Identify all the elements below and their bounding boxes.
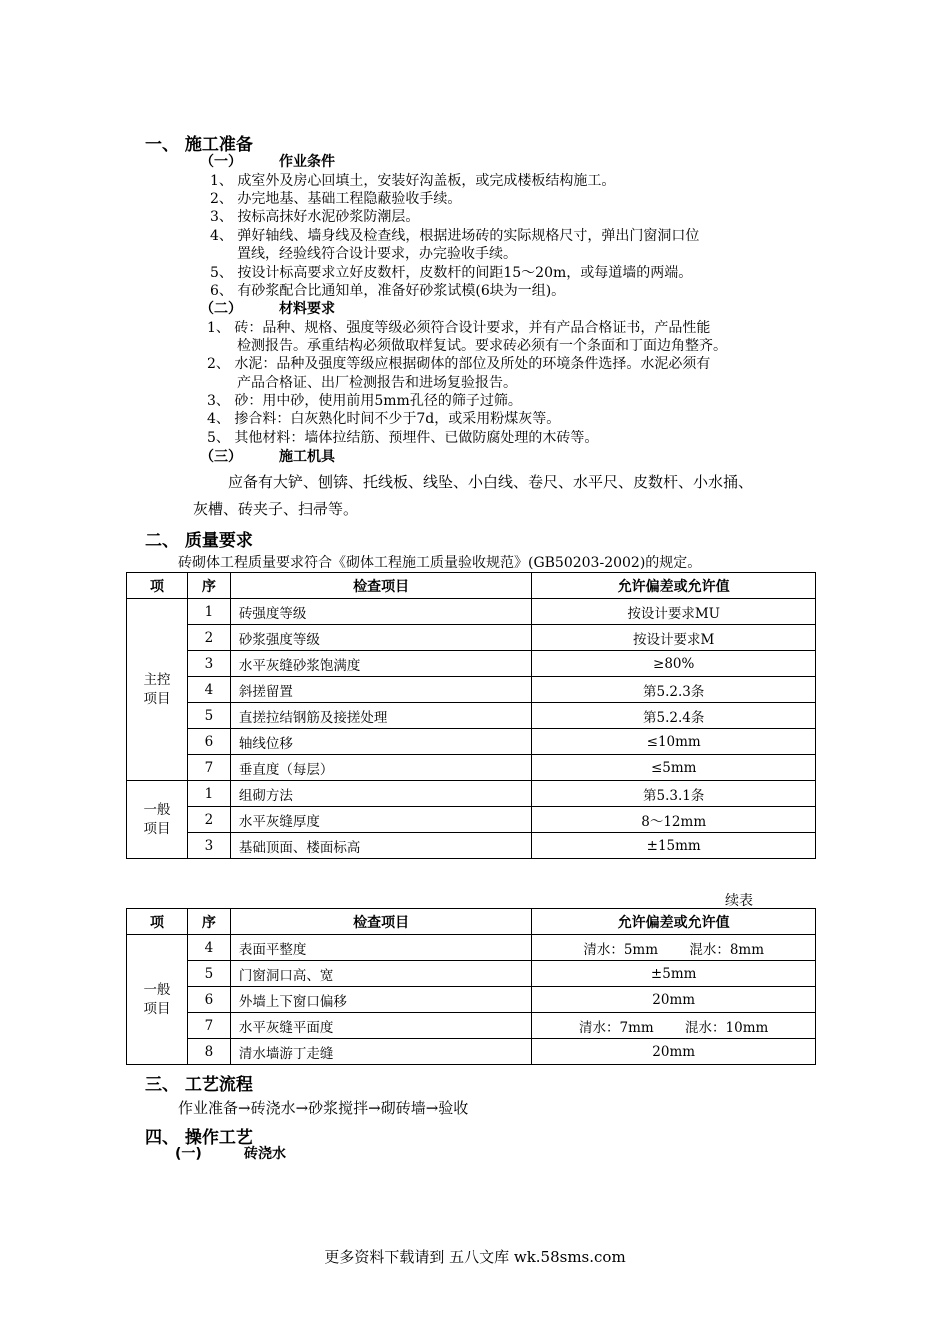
header-seq: 序 bbox=[187, 573, 230, 599]
cell-item: 外墙上下窗口偏移 bbox=[230, 987, 532, 1013]
cell-value: 20mm bbox=[532, 1039, 816, 1065]
cell-value: 第5.2.4条 bbox=[532, 703, 816, 729]
cell-value: 清水：7mm 混水：10mm bbox=[532, 1013, 816, 1039]
table-row bbox=[127, 987, 816, 1013]
quality-table-1 bbox=[126, 572, 816, 859]
list-item: 4、 掺合料：白灰熟化时间不少于7d，或采用粉煤灰等。 bbox=[207, 411, 561, 427]
cell-seq: 6 bbox=[187, 729, 230, 755]
sub2-title: 材料要求 bbox=[279, 301, 335, 317]
table-row bbox=[127, 755, 816, 781]
table-row bbox=[127, 935, 816, 961]
table-row bbox=[127, 677, 816, 703]
header-item: 项 bbox=[127, 909, 188, 935]
section2-title: 二、 质量要求 bbox=[145, 531, 253, 551]
cell-item: 门窗洞口高、宽 bbox=[230, 961, 532, 987]
quality-intro: 砖砌体工程质量要求符合《砌体工程施工质量验收规范》(GB50203-2002)的规定。 bbox=[178, 555, 702, 571]
table-row bbox=[127, 599, 816, 625]
section4-title: 四、 操作工艺 bbox=[145, 1128, 253, 1148]
cell-seq: 1 bbox=[187, 599, 230, 625]
table-row bbox=[127, 625, 816, 651]
cell-item: 组砌方法 bbox=[230, 781, 532, 807]
cell-item: 基础顶面、楼面标高 bbox=[230, 833, 532, 859]
list-item: 3、 砂：用中砂，使用前用5mm孔径的筛子过筛。 bbox=[207, 393, 522, 409]
cell-value: 8～12mm bbox=[532, 807, 816, 833]
list-item: 2、 水泥：品种及强度等级应根据砌体的部位及所处的环境条件选择。水泥必须有 bbox=[207, 356, 711, 372]
table-row bbox=[127, 651, 816, 677]
cell-seq: 8 bbox=[187, 1039, 230, 1065]
cell-value: 第5.2.3条 bbox=[532, 677, 816, 703]
list-item: 1、 成室外及房心回填土，安装好沟盖板，或完成楼板结构施工。 bbox=[210, 173, 616, 189]
header-tolerance: 允许偏差或允许值 bbox=[532, 909, 816, 935]
cell-item: 表面平整度 bbox=[230, 935, 532, 961]
cell-seq: 3 bbox=[187, 833, 230, 859]
cell-item: 清水墙游丁走缝 bbox=[230, 1039, 532, 1065]
cell-value: 按设计要求M bbox=[532, 625, 816, 651]
sub3-label: （三） bbox=[200, 449, 242, 465]
cell-seq: 7 bbox=[187, 755, 230, 781]
cell-value: 第5.3.1条 bbox=[532, 781, 816, 807]
sub1-label: （一） bbox=[200, 154, 242, 170]
list-item: 3、 按标高抹好水泥砂浆防潮层。 bbox=[210, 209, 420, 225]
section4-sub1-label: (一) bbox=[175, 1146, 202, 1162]
cell-seq: 5 bbox=[187, 703, 230, 729]
cell-item: 砂浆强度等级 bbox=[230, 625, 532, 651]
header-seq: 序 bbox=[187, 909, 230, 935]
cell-value: 清水：5mm 混水：8mm bbox=[532, 935, 816, 961]
cell-item: 轴线位移 bbox=[230, 729, 532, 755]
list-item: 2、 办完地基、基础工程隐蔽验收手续。 bbox=[210, 191, 462, 207]
cell-value: ±5mm bbox=[532, 961, 816, 987]
cell-item: 水平灰缝厚度 bbox=[230, 807, 532, 833]
cell-seq: 1 bbox=[187, 781, 230, 807]
cell-item: 直搓拉结钢筋及接搓处理 bbox=[230, 703, 532, 729]
cell-value: ≥80% bbox=[532, 651, 816, 677]
cell-seq: 2 bbox=[187, 625, 230, 651]
process-flow: 作业准备→砖浇水→砂浆搅拌→砌砖墙→验收 bbox=[178, 1099, 469, 1117]
table-row bbox=[127, 1013, 816, 1039]
tools-line-2: 灰槽、砖夹子、扫帚等。 bbox=[193, 500, 359, 518]
quality-table-2 bbox=[126, 908, 816, 1065]
header-item: 项 bbox=[127, 573, 188, 599]
footer-link-text: 更多资料下载请到 五八文库 wk.58sms.com bbox=[324, 1248, 626, 1266]
table-row bbox=[127, 703, 816, 729]
header-check-item: 检查项目 bbox=[230, 909, 532, 935]
continued-label: 续表 bbox=[725, 893, 753, 909]
cell-value: ±15mm bbox=[532, 833, 816, 859]
table-header-row bbox=[127, 573, 816, 599]
section1-title: 一、 施工准备 bbox=[145, 135, 253, 155]
header-check-item: 检查项目 bbox=[230, 573, 532, 599]
table-row bbox=[127, 961, 816, 987]
cell-value: ≤5mm bbox=[532, 755, 816, 781]
tools-line-1: 应备有大铲、刨锛、托线板、线坠、小白线、卷尺、水平尺、皮数杆、小水捅、 bbox=[228, 473, 754, 491]
table-row bbox=[127, 833, 816, 859]
sub1-title: 作业条件 bbox=[279, 154, 335, 170]
table-header-row bbox=[127, 909, 816, 935]
list-item: 产品合格证、出厂检测报告和进场复验报告。 bbox=[237, 375, 517, 391]
list-item: 检测报告。承重结构必须做取样复试。要求砖必须有一个条面和丁面边角整齐。 bbox=[237, 338, 727, 354]
cell-seq: 5 bbox=[187, 961, 230, 987]
sub3-title: 施工机具 bbox=[279, 449, 335, 465]
list-item: 4、 弹好轴线、墙身线及检查线，根据进场砖的实际规格尺寸，弹出门窗洞口位 bbox=[210, 228, 700, 244]
cell-item: 垂直度（每层） bbox=[230, 755, 532, 781]
group-general: 一般项目 bbox=[127, 781, 188, 859]
list-item: 5、 其他材料：墙体拉结筋、预埋件、已做防腐处理的木砖等。 bbox=[207, 430, 599, 446]
list-item: 5、 按设计标高要求立好皮数杆，皮数杆的间距15～20m，或每道墙的两端。 bbox=[210, 265, 693, 281]
group-main-control: 主控项目 bbox=[127, 599, 188, 781]
cell-value: 按设计要求MU bbox=[532, 599, 816, 625]
list-item: 6、 有砂浆配合比通知单，准备好砂浆试模(6块为一组)。 bbox=[210, 283, 566, 299]
cell-seq: 3 bbox=[187, 651, 230, 677]
header-tolerance: 允许偏差或允许值 bbox=[532, 573, 816, 599]
group-general: 一般项目 bbox=[127, 935, 188, 1065]
cell-item: 水平灰缝砂浆饱满度 bbox=[230, 651, 532, 677]
section3-title: 三、 工艺流程 bbox=[145, 1075, 253, 1095]
table-row bbox=[127, 729, 816, 755]
list-item: 置线，经验线符合设计要求，办完验收手续。 bbox=[237, 246, 517, 262]
cell-seq: 4 bbox=[187, 677, 230, 703]
cell-value: 20mm bbox=[532, 987, 816, 1013]
cell-item: 水平灰缝平面度 bbox=[230, 1013, 532, 1039]
table-row bbox=[127, 781, 816, 807]
cell-item: 砖强度等级 bbox=[230, 599, 532, 625]
cell-value: ≤10mm bbox=[532, 729, 816, 755]
table-row bbox=[127, 1039, 816, 1065]
cell-item: 斜搓留置 bbox=[230, 677, 532, 703]
section4-sub1-title: 砖浇水 bbox=[244, 1146, 286, 1162]
sub2-label: （二） bbox=[200, 301, 242, 317]
cell-seq: 4 bbox=[187, 935, 230, 961]
cell-seq: 7 bbox=[187, 1013, 230, 1039]
cell-seq: 2 bbox=[187, 807, 230, 833]
table-row bbox=[127, 807, 816, 833]
cell-seq: 6 bbox=[187, 987, 230, 1013]
list-item: 1、 砖：品种、规格、强度等级必须符合设计要求，并有产品合格证书，产品性能 bbox=[207, 320, 711, 336]
